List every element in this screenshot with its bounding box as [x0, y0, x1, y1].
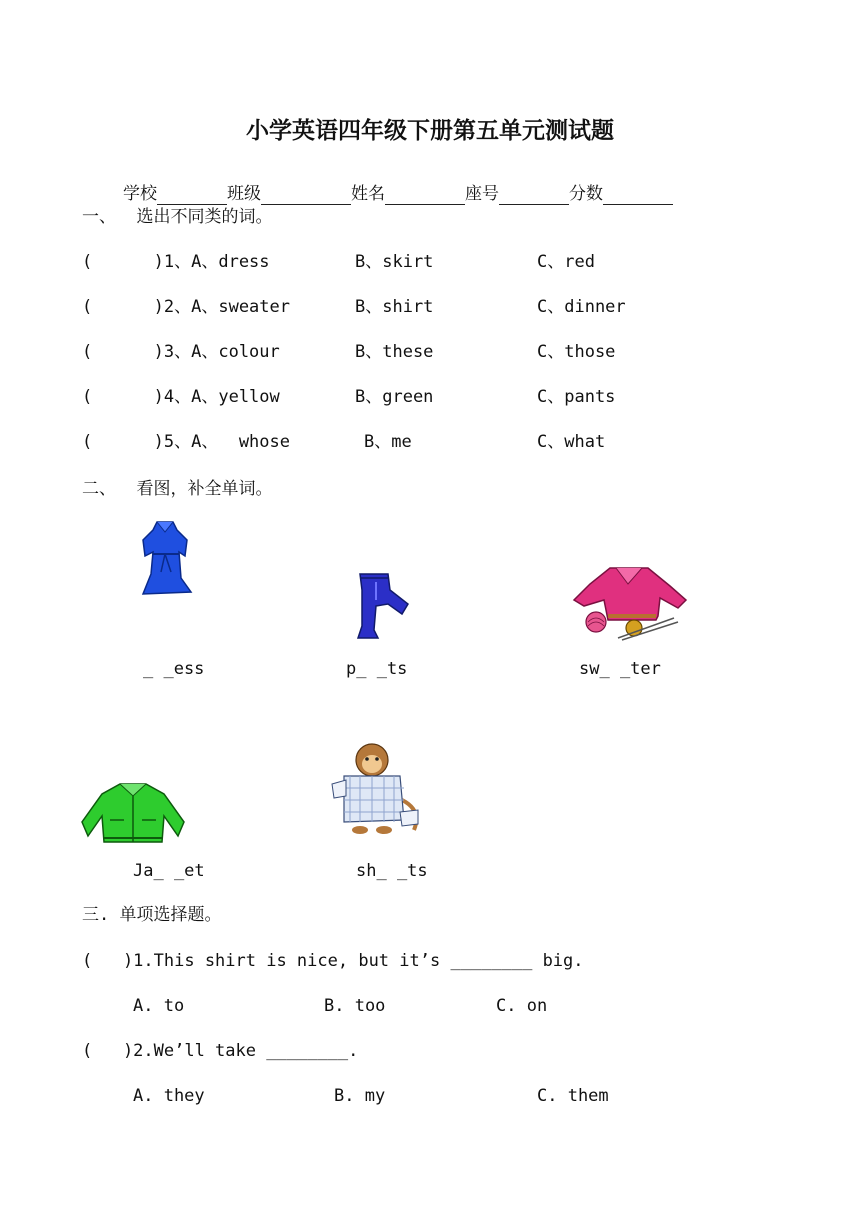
- s3-q1-option-b: B. too: [324, 996, 386, 1016]
- s1-q4-option-c: C、pants: [537, 387, 616, 407]
- s3-q2-option-a: A. they: [133, 1086, 205, 1106]
- score-blank[interactable]: [603, 186, 673, 205]
- s1-q2-stem: ( )2、A、sweater: [82, 297, 290, 317]
- s1-q2-option-b: B、shirt: [355, 297, 434, 317]
- s1-q1-stem: ( )1、A、dress: [82, 252, 270, 272]
- s1-q1-option-c: C、red: [537, 252, 595, 272]
- monkey-shirt-picture: [330, 740, 422, 836]
- s1-q5-option-c: C、what: [537, 432, 606, 452]
- s3-q2-stem: ( )2.We’ll take ________.: [82, 1041, 359, 1061]
- s3-q1-option-a: A. to: [133, 996, 185, 1016]
- page-title: 小学英语四年级下册第五单元测试题: [246, 117, 614, 144]
- section1-heading: 一、 选出不同类的词。: [82, 207, 273, 227]
- shirt-blank: sh_ _ts: [356, 861, 428, 881]
- school-label: 学校: [122, 184, 157, 204]
- name-blank[interactable]: [385, 186, 465, 205]
- name-label: 姓名: [350, 184, 385, 204]
- s1-q4-stem: ( )4、A、yellow: [82, 387, 280, 407]
- class-label: 班级: [226, 184, 261, 204]
- section3-heading: 三. 单项选择题。: [82, 905, 222, 925]
- s3-q1-option-c: C. on: [496, 996, 548, 1016]
- s1-q3-stem: ( )3、A、colour: [82, 342, 280, 362]
- section2-heading: 二、 看图，补全单词。: [82, 479, 273, 499]
- pants-picture: [350, 570, 412, 642]
- pants-blank: p_ _ts: [346, 659, 408, 679]
- s3-q2-option-b: B. my: [334, 1086, 386, 1106]
- jacket-picture: [80, 780, 188, 848]
- s1-q3-option-b: B、these: [355, 342, 434, 362]
- s1-q2-option-c: C、dinner: [537, 297, 626, 317]
- sweater-blank: sw_ _ter: [579, 659, 661, 679]
- class-blank[interactable]: [261, 186, 351, 205]
- s1-q1-option-b: B、skirt: [355, 252, 434, 272]
- s1-q5-stem: ( )5、A、 whose: [82, 432, 290, 452]
- s1-q4-option-b: B、green: [355, 387, 434, 407]
- jacket-blank: Ja_ _et: [133, 861, 205, 881]
- s1-q3-option-c: C、those: [537, 342, 616, 362]
- s1-q5-option-b: B、me: [364, 432, 412, 452]
- seat-blank[interactable]: [499, 186, 569, 205]
- sweater-picture: [570, 560, 688, 642]
- seat-label: 座号: [464, 184, 499, 204]
- dress-blank: _ _ess: [143, 659, 205, 679]
- s3-q2-option-c: C. them: [537, 1086, 609, 1106]
- score-label: 分数: [568, 184, 603, 204]
- dress-picture: [135, 518, 195, 598]
- school-blank[interactable]: [157, 186, 227, 205]
- s3-q1-stem: ( )1.This shirt is nice, but it’s ________ big.: [82, 951, 584, 971]
